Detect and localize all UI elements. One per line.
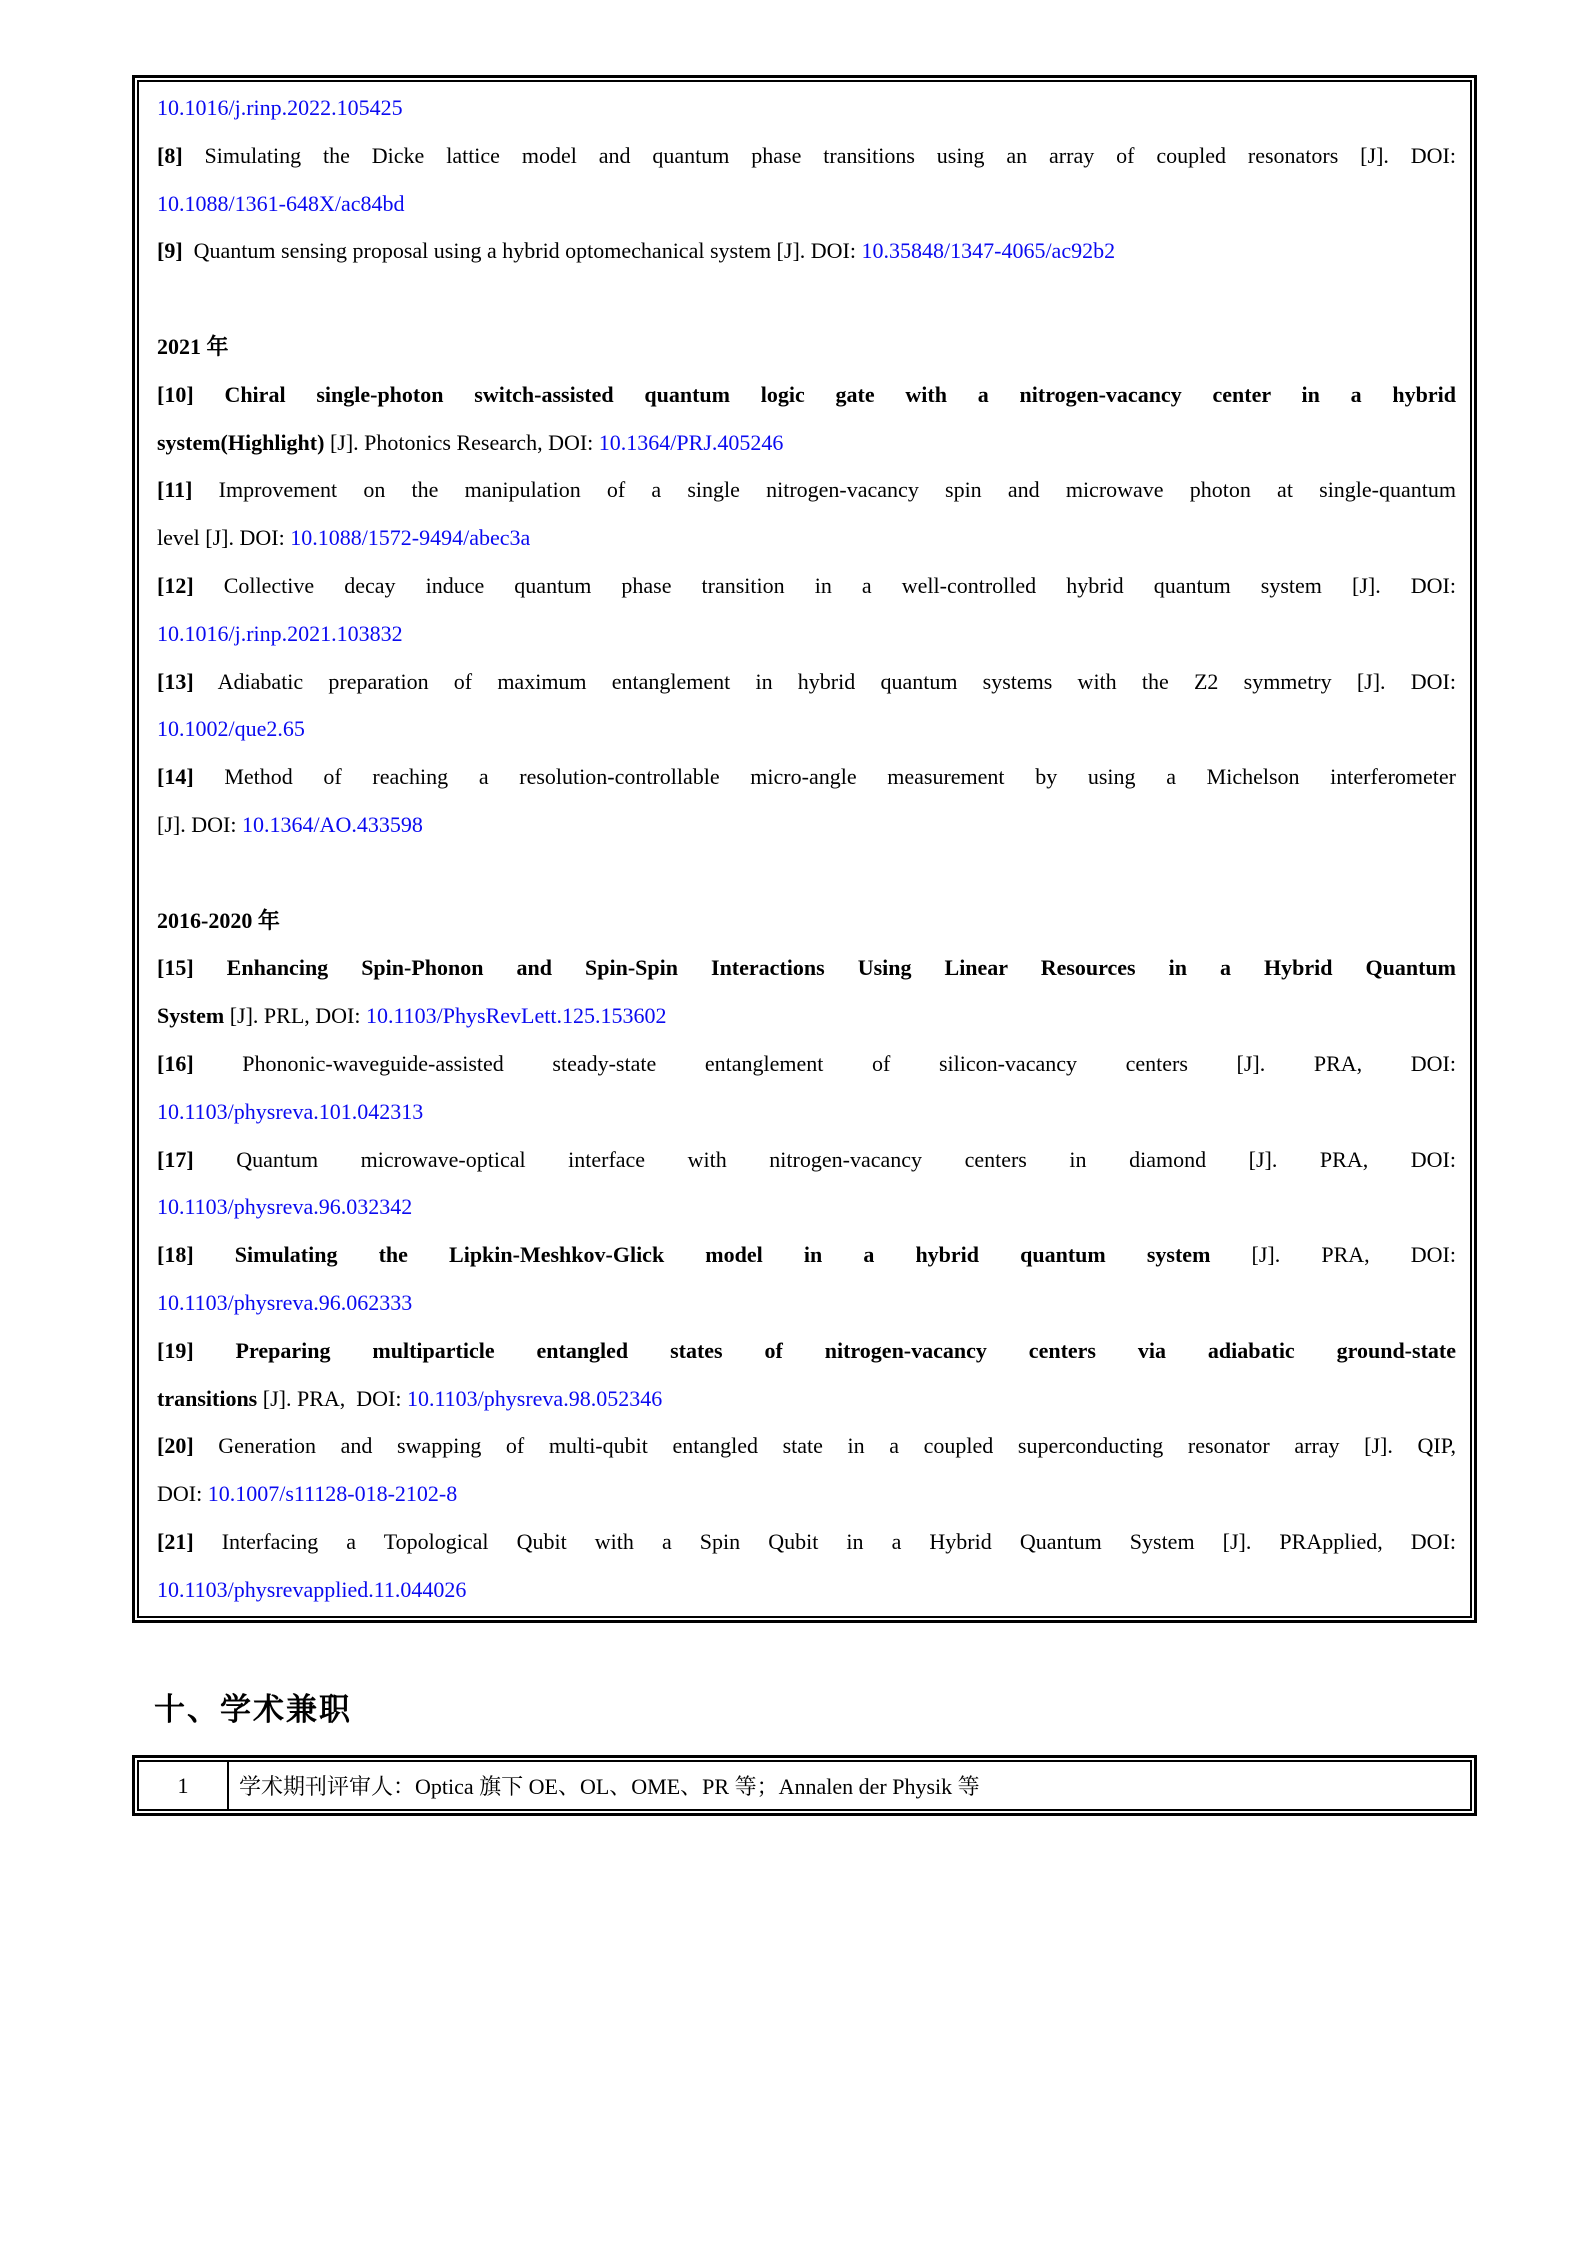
publication-line xyxy=(157,1040,1456,1088)
publication-text: [J]. DOI: xyxy=(157,811,242,837)
publication-text: system(Highlight) xyxy=(157,429,325,455)
doi-link[interactable]: 10.1088/1361-648X/ac84bd xyxy=(157,190,405,216)
publication-line xyxy=(157,1231,1456,1279)
appointments-table xyxy=(132,1755,1477,1816)
publication-text: [17] xyxy=(157,1146,194,1172)
publication-line xyxy=(157,132,1456,180)
publication-text: Collective decay induce quantum phase transition in a well-controlled hybrid quantum system [J]. DOI: xyxy=(193,572,1456,598)
publication-text: Quantum microwave-optical interface with nitrogen-vacancy centers in diamond [J]. PRA, DOI: xyxy=(193,1146,1456,1172)
publication-text: transitions xyxy=(157,1385,258,1411)
publication-text: [8] xyxy=(157,142,183,168)
publication-line xyxy=(157,1375,1456,1423)
publications-box xyxy=(132,75,1477,1623)
publication-text: [J]. PRL, DOI: xyxy=(224,1003,366,1029)
publication-line xyxy=(157,514,1456,562)
publication-line xyxy=(157,1470,1456,1518)
publication-line xyxy=(157,1422,1456,1470)
publication-text: [14] xyxy=(157,764,194,790)
publication-line xyxy=(157,1327,1456,1375)
publication-text: System xyxy=(157,1003,225,1029)
row-number-cell: 1 xyxy=(139,1762,229,1809)
publication-text: [J]. PRA, DOI: xyxy=(257,1385,407,1411)
doi-link[interactable]: 10.1103/physrevapplied.11.044026 xyxy=(157,1576,467,1602)
publication-text: [13] xyxy=(157,668,194,694)
doi-link[interactable]: 10.1103/physreva.98.052346 xyxy=(406,1385,663,1411)
publication-line xyxy=(157,753,1456,801)
doi-link[interactable]: 10.1002/que2.65 xyxy=(157,716,305,742)
publication-text: [J]. Photonics Research, DOI: xyxy=(324,429,599,455)
publication-line xyxy=(157,84,1456,132)
publication-line xyxy=(157,1566,1456,1614)
publication-text: [J]. PRA, DOI: xyxy=(1210,1242,1456,1268)
table-row xyxy=(139,1762,1470,1809)
publication-text: [9] xyxy=(157,238,183,264)
publication-text: [18] Simulating the Lipkin-Meshkov-Glick model in a hybrid quantum system xyxy=(157,1242,1211,1268)
publication-line xyxy=(157,1088,1456,1136)
doi-link[interactable]: 10.1103/physreva.101.042313 xyxy=(157,1098,424,1124)
blank-line xyxy=(157,275,1456,323)
publication-line xyxy=(157,658,1456,706)
publication-line xyxy=(157,944,1456,992)
publication-line xyxy=(157,227,1456,275)
doi-link[interactable]: 10.1103/physreva.96.032342 xyxy=(157,1194,413,1220)
doi-link[interactable]: 10.1016/j.rinp.2022.105425 xyxy=(157,95,403,120)
doi-link[interactable]: 10.1103/physreva.96.062333 xyxy=(157,1289,413,1315)
publication-line xyxy=(157,371,1456,419)
blank-line xyxy=(157,849,1456,897)
publication-text: [21] xyxy=(157,1528,194,1554)
row-text-cell: 学术期刊评审人：Optica 旗下 OE、OL、OME、PR 等；Annalen der Physik 等 xyxy=(239,1774,980,1799)
publication-text: Simulating the Dicke lattice model and quantum phase transitions using an array of coupled resonators [J]. DOI: xyxy=(182,142,1456,168)
publication-text: [16] xyxy=(157,1050,194,1076)
publication-text: Generation and swapping of multi-qubit entangled state in a coupled superconducting resonator array [J]. QIP, xyxy=(193,1433,1456,1459)
doi-link[interactable]: 10.1103/PhysRevLett.125.153602 xyxy=(366,1003,667,1029)
year-heading xyxy=(157,323,1456,371)
doi-link[interactable]: 10.1364/AO.433598 xyxy=(241,811,423,837)
section-heading: 十、学术兼职 xyxy=(154,1692,352,1727)
publication-line xyxy=(157,562,1456,610)
publication-line xyxy=(157,1279,1456,1327)
publication-text: 2016-2020 年 xyxy=(157,907,280,933)
publication-line xyxy=(157,705,1456,753)
publication-text: level [J]. DOI: xyxy=(157,525,291,551)
publication-text: [11] xyxy=(157,477,193,503)
publication-line xyxy=(157,801,1456,849)
publication-text: Improvement on the manipulation of a single nitrogen-vacancy spin and microwave photon at single-quantum xyxy=(192,477,1456,503)
publication-text: [20] xyxy=(157,1433,194,1459)
publication-text: [19] Preparing multiparticle entangled states of nitrogen-vacancy centers via adiabatic ground-state xyxy=(157,1337,1456,1363)
appointments-rows xyxy=(137,1760,1472,1811)
publication-text: DOI: xyxy=(157,1481,208,1507)
publication-line xyxy=(157,419,1456,467)
publication-line xyxy=(157,1136,1456,1184)
publication-line xyxy=(157,992,1456,1040)
publication-text: Interfacing a Topological Qubit with a Spin Qubit in a Hybrid Quantum System [J]. PRApplied, DOI: xyxy=(193,1528,1456,1554)
publications-list xyxy=(137,80,1472,1618)
publication-text: [12] xyxy=(157,572,194,598)
publication-text: Phononic-waveguide-assisted steady-state entanglement of silicon-vacancy centers [J]. PRA, DOI: xyxy=(193,1050,1456,1076)
doi-link[interactable]: 10.1016/j.rinp.2021.103832 xyxy=(157,620,403,646)
publication-text: Method of reaching a resolution-controllable micro-angle measurement by using a Michelson interferometer xyxy=(193,764,1456,790)
doi-link[interactable]: 10.1088/1572-9494/abec3a xyxy=(290,525,531,551)
publication-line xyxy=(157,610,1456,658)
publication-line xyxy=(157,1518,1456,1566)
doi-link[interactable]: 10.1364/PRJ.405246 xyxy=(598,429,784,455)
publication-line xyxy=(157,466,1456,514)
publication-text: Adiabatic preparation of maximum entanglement in hybrid quantum systems with the Z2 symmetry [J]. DOI: xyxy=(193,668,1456,694)
publication-text: [15] Enhancing Spin-Phonon and Spin-Spin Interactions Using Linear Resources in a Hybrid Quantum xyxy=(157,955,1456,981)
year-heading xyxy=(157,897,1456,945)
publication-text: Quantum sensing proposal using a hybrid optomechanical system [J]. DOI: xyxy=(182,238,862,264)
doi-link[interactable]: 10.35848/1347-4065/ac92b2 xyxy=(861,238,1116,264)
publication-text: 2021 年 xyxy=(157,333,229,359)
doi-link[interactable]: 10.1007/s11128-018-2102-8 xyxy=(207,1481,458,1507)
publication-text: [10] Chiral single-photon switch-assisted quantum logic gate with a nitrogen-vacancy center in a hybrid xyxy=(157,381,1456,407)
publication-line xyxy=(157,180,1456,228)
publication-line xyxy=(157,1183,1456,1231)
